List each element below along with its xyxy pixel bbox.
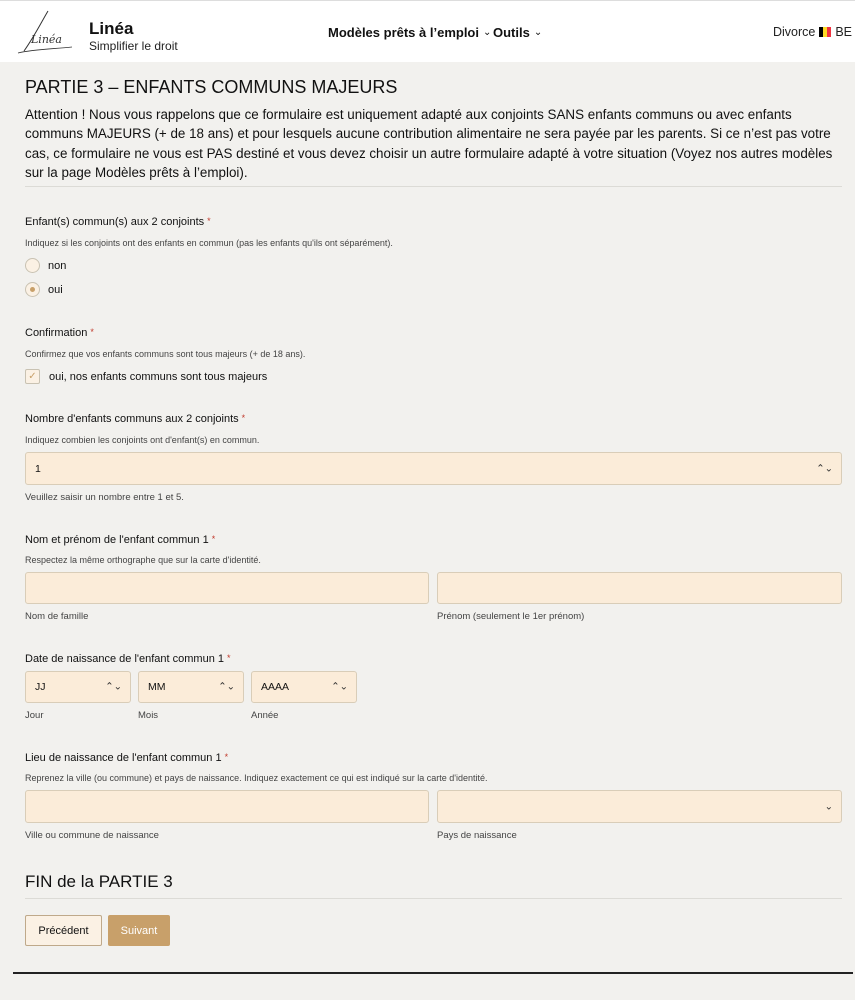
birth-day-select[interactable] [25, 671, 131, 703]
birth-month-select[interactable] [138, 671, 244, 703]
nav-tools-label: Outils [493, 25, 530, 40]
birth-year-select[interactable] [251, 671, 357, 703]
count-hint: Indiquez combien les conjoints ont d'enfant(s) en commun. [25, 435, 260, 445]
radio-circle[interactable] [25, 258, 40, 273]
birthplace-label [25, 752, 228, 764]
site-header [0, 0, 855, 62]
nav-models-label: Modèles prêts à l’emploi [328, 25, 479, 40]
birth-month-value: MM [148, 681, 166, 693]
birth-city-input[interactable] [25, 790, 429, 823]
brand-tagline: Simplifier le droit [89, 39, 178, 53]
name-label-text: Nom et prénom de l'enfant commun 1 [25, 534, 209, 546]
nav-divorce-label: Divorce [772, 25, 816, 39]
name-hint: Respectez la même orthographe que sur la carte d'identité. [25, 555, 261, 565]
first-name-sublabel: Prénom (seulement le 1er prénom) [437, 611, 585, 622]
radio-oui[interactable] [25, 282, 63, 297]
divider [25, 186, 842, 187]
previous-button[interactable]: Précédent [25, 915, 102, 946]
children-hint: Indiquez si les conjoints ont des enfants en commun (pas les enfants qu'ils ont séparément). [25, 238, 393, 248]
nav-divorce[interactable] [773, 25, 852, 39]
brand-name[interactable]: Linéa [89, 19, 134, 38]
last-name-sublabel: Nom de famille [25, 611, 89, 622]
majors-checkbox-label: oui, nos enfants communs sont tous majeurs [49, 370, 268, 383]
radio-non[interactable] [25, 258, 66, 273]
radio-dot [30, 287, 35, 292]
radio-non-label: non [48, 259, 67, 272]
nav-models[interactable] [328, 25, 491, 40]
children-label [25, 216, 211, 228]
updown-chevron-icon: ⌃⌄ [331, 681, 348, 693]
country-sublabel: Pays de naissance [437, 830, 517, 841]
chevron-down-icon: ⌄ [483, 27, 492, 38]
updown-chevron-icon: ⌃⌄ [218, 681, 235, 693]
end-section-title: FIN de la PARTIE 3 [25, 872, 173, 891]
belgium-flag-icon [819, 27, 831, 37]
nav-tools[interactable] [493, 25, 542, 40]
birth-year-value: AAAA [261, 681, 290, 693]
count-label-text: Nombre d'enfants communs aux 2 conjoints [25, 413, 239, 425]
first-name-input[interactable] [437, 572, 842, 604]
month-sublabel: Mois [138, 710, 159, 721]
chevron-down-icon: ⌄ [824, 801, 833, 812]
last-name-input[interactable] [25, 572, 429, 604]
birthdate-label [25, 653, 231, 665]
children-count-value: 1 [35, 462, 41, 475]
country-code: BE [835, 25, 852, 39]
chevron-down-icon: ⌄ [533, 27, 543, 38]
children-count-select[interactable] [25, 452, 842, 485]
linea-logo[interactable] [14, 7, 74, 57]
confirmation-label-text: Confirmation [25, 327, 88, 339]
confirmation-hint: Confirmez que vos enfants communs sont tous majeurs (+ de 18 ans). [25, 349, 306, 359]
warning-text: Attention ! Nous vous rappelons que ce formulaire est uniquement adapté aux conjoints SANS enfants communs ou avec enfants communs MAJEURS (+ de 18 ans) et pour lesquels aucune contribution alimentaire ne sera payée par les parents. Si ce n’est pas votre cas, ce formulaire ne vous est PAS destiné et vous devez choisir un autre formulaire adapté à votre situation (Voyez nos autres modèles sur la page Modèles prêts à l’emploi). [25, 107, 833, 180]
check-icon[interactable]: ✓ [25, 369, 40, 384]
updown-chevron-icon: ⌃⌄ [816, 463, 833, 474]
footer-divider [13, 972, 853, 974]
updown-chevron-icon: ⌃⌄ [105, 681, 122, 693]
majors-checkbox[interactable] [25, 369, 267, 384]
birthplace-label-text: Lieu de naissance de l'enfant commun 1 [25, 752, 222, 764]
name-label [25, 534, 215, 546]
count-label [25, 413, 245, 425]
required-mark: * [211, 534, 216, 544]
section-title: PARTIE 3 – ENFANTS COMMUNS MAJEURS [25, 77, 398, 97]
year-sublabel: Année [251, 710, 279, 721]
required-mark: * [227, 653, 231, 663]
birthplace-hint: Reprenez la ville (ou commune) et pays de naissance. Indiquez exactement ce qui est indiqué sur la carte d'identité. [25, 773, 488, 783]
required-mark: * [241, 413, 246, 423]
required-mark: * [90, 327, 94, 337]
required-mark: * [207, 216, 211, 226]
required-mark: * [224, 752, 229, 762]
day-sublabel: Jour [25, 710, 44, 721]
logo-text: Linéa [31, 33, 62, 46]
birth-day-value: JJ [35, 681, 46, 693]
children-label-text: Enfant(s) commun(s) aux 2 conjoints [25, 216, 205, 228]
birth-country-select[interactable] [437, 790, 842, 823]
city-sublabel: Ville ou commune de naissance [25, 830, 159, 841]
count-help: Veuillez saisir un nombre entre 1 et 5. [25, 492, 184, 503]
radio-circle-selected[interactable] [25, 282, 40, 297]
birthdate-label-text: Date de naissance de l'enfant commun 1 [25, 653, 224, 665]
divider [25, 898, 842, 899]
confirmation-label [25, 327, 94, 339]
radio-oui-label: oui [48, 283, 63, 296]
next-button[interactable]: Suivant [108, 915, 170, 946]
